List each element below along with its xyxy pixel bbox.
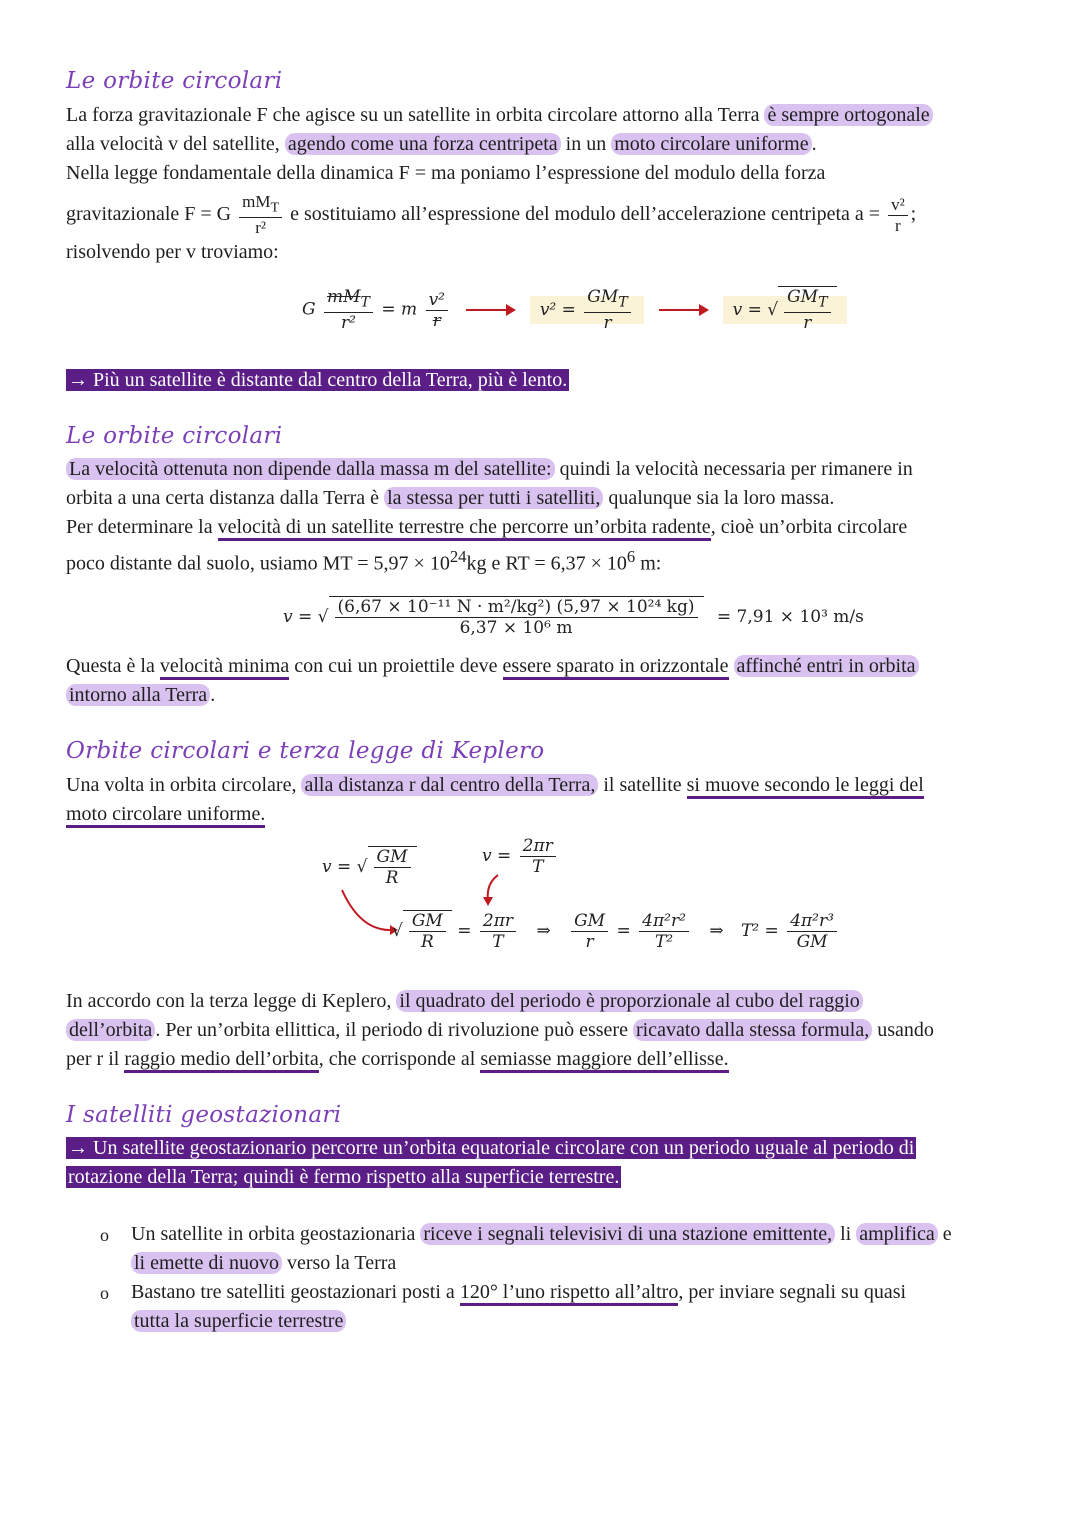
list-item: Un satellite in orbita geostazionaria riceve i segnali televisivi di una stazione emittente, li amplifica e li emette di nuovo verso la Terra [131,1223,952,1274]
text: e sostituiamo all’espressione del modulo dell’accelerazione centripeta a = [290,202,881,225]
formula-v-gravity: v = √ $\frac{GM}{R}$ [322,846,417,888]
section-title-orbite-circolari: Le orbite circolari [66,68,283,94]
text: alla velocità v del satellite, [66,133,280,155]
key-statement: → Un satellite geostazionario percorre un’orbita equatoriale circolare con un periodo uguale al periodo di rotazione della Terra; quindi è fermo rispetto alla superficie terrestre. [68,1137,915,1188]
paragraph: La velocità ottenuta non dipende dalla massa m del satellite: quindi la velocità necessaria per rimanere in orbita a una certa distanza dalla Terra è la stessa per tutti i satelliti, qualunque sia la loro massa. Per determinare la velocità di un satellite terrestre che percorre un’orbita radente, cioè un’orbita circolare poco distante dal suolo, usiamo MT = $5,97 \times 10^{24}kg$ e RT = $6,37 \times 10^6$ m: [66,458,913,575]
paragraph: La forza gravitazionale F che agisce su un satellite in orbita circolare attorno alla Terra è sempre ortogonale alla velocità v del satellite, agendo come una forza centripeta in un moto circolare uniforme . Nella legge fondamentale della dinamica F = ma poniamo l’espressione del modulo della forza [66,101,1026,188]
text: risolvendo per v troviamo: [66,241,279,263]
derivation-equations: G $\frac{mM_T}{\text{r²}}$ = m $\frac{\text{v²}}{r}$ v² = $\frac{GM_T}{r}$ v = √ $\frac{GM_T}{r}$ [302,286,847,333]
section-title-geostazionari: I satelliti geostazionari [66,1102,342,1128]
text: La forza gravitazionale F che agisce su un satellite in orbita circolare attorno alla Terra [66,104,760,126]
highlight: agendo come una forza centripeta [285,133,561,155]
section-title-orbite-circolari-2: Le orbite circolari [66,423,283,449]
paragraph: In accordo con la terza legge di Keplero, il quadrato del periodo è proporzionale al cubo del raggio dell’orbita . Per un’orbita ellittica, il periodo di rivoluzione può essere ricavato dalla stessa formula, usando per r il raggio medio dell’orbita, che corrisponde al semiasse maggiore dell’ellisse. [66,987,1026,1074]
bullet-icon: o [100,1225,109,1245]
fraction: $\frac{\text{v²}}{r}$ [888,195,908,236]
section-title-keplero: Orbite circolari e terza legge di Keplero [66,738,545,764]
velocity-calculation: v = √ $\frac{\text{(6,67 × 10⁻¹¹ N · m²/kg²) (5,97 × 10²⁴ kg)}}{\text{6,37 × 10⁶ m}}$ = 7,91 × 10³ m/s [283,597,864,638]
note: → Più un satellite è distante dal centro della Terra, più è lento. [68,369,568,391]
text: in un [565,133,607,155]
kepler-derivation: √ $\frac{GM}{R}$ = $\frac{2\pi r}{T}$ ⇒ $\frac{GM}{r}$ = $\frac{\text{4π²r²}}{\text{T²}}$ ⇒ T² = $\frac{\text{4π²r³}}{GM}$ [392,910,840,952]
paragraph: Questa è la velocità minima con cui un proiettile deve essere sparato in orizzontale affinché entri in orbita intorno alla Terra . [66,652,1026,710]
formula-line: gravitazionale F = G $\frac{mM_T}{\text{r²}}$ e sostituiamo all’espressione del modulo dell’accelerazione centripeta a = $\frac{\text{v²}}{r}$ ; [66,192,917,238]
text: gravitazionale F = G [66,202,232,225]
paragraph: Una volta in orbita circolare, alla distanza r dal centro della Terra, il satellite si muove secondo le leggi del moto circolare uniforme. [66,771,1026,829]
text: Nella legge fondamentale della dinamica F = ma poniamo l’espressione del modulo della forza [66,162,826,184]
fraction: $\frac{mM_T}{\text{r²}}$ [239,192,282,238]
bullet-icon: o [100,1283,109,1303]
arrow-icon [466,309,514,311]
arrow-icon [659,309,707,311]
highlight: è sempre ortogonale [764,104,932,126]
formula-v-period: v = $\frac{2\pi r}{T}$ [482,836,559,877]
list-item: Bastano tre satelliti geostazionari posti a 120° l’uno rispetto all’altro, per inviare segnali su quasi tutta la superficie terrestre [131,1281,907,1332]
highlight: moto circolare uniforme [611,133,811,155]
